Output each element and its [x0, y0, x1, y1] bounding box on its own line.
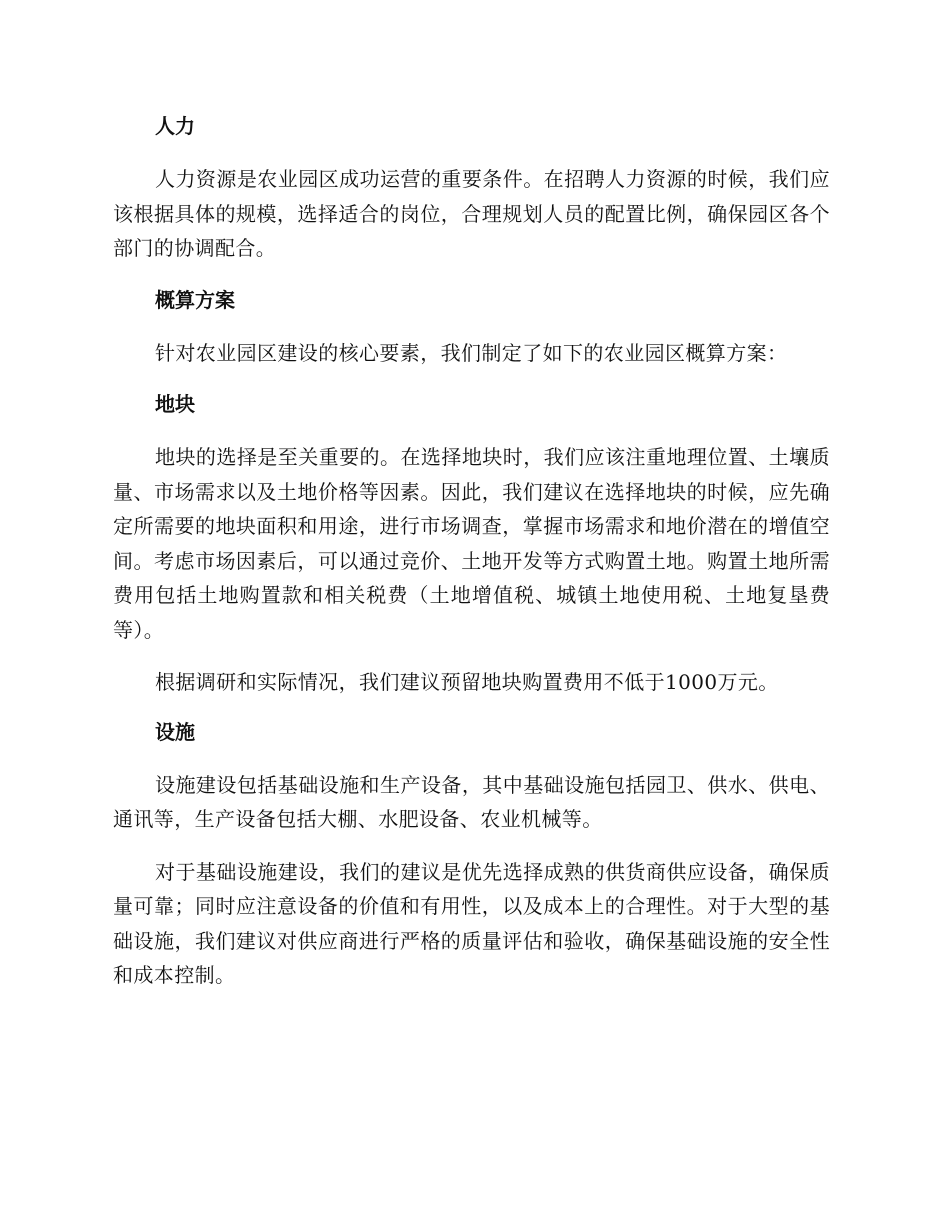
section-heading-facilities: 设施 [155, 719, 195, 744]
section-heading-human-resources: 人力 [155, 114, 195, 138]
paragraph-human-resources: 人力资源是农业园区成功运营的重要条件。在招聘人力资源的时候，我们应该根据具体的规模，选择适合的岗位，合理规划人员的配置比例，确保园区各个部门的协调配合。 [113, 167, 830, 260]
paragraph-budget-plan-intro: 针对农业园区建设的核心要素，我们制定了如下的农业园区概算方案： [155, 340, 788, 365]
paragraph-facilities-recommendation: 对于基础设施建设，我们的建议是优先选择成熟的供货商供应设备，确保质量可靠；同时应注意设备的价值和有用性，以及成本上的合理性。对于大型的基础设施，我们建议对供应商进行严格的质量评估和验收，确保基础设施的安全性和成本控制。 [113, 859, 830, 987]
paragraph-land-budget: 根据调研和实际情况，我们建议预留地块购置费用不低于1000万元。 [155, 670, 779, 694]
section-heading-budget-plan: 概算方案 [155, 287, 235, 312]
paragraph-land-selection: 地块的选择是至关重要的。在选择地块时，我们应该注重地理位置、土壤质量、市场需求以及土地价格等因素。因此，我们建议在选择地块的时候，应先确定所需要的地块面积和用途，进行市场调查，掌握市场需求和地价潜在的增值空间。考虑市场因素后，可以通过竞价、土地开发等方式购置土地。购置土地所需费用包括土地购置款和相关税费（土地增值税、城镇土地使用税、土地复垦费等）。 [113, 445, 830, 642]
section-heading-land: 地块 [155, 392, 195, 416]
paragraph-facilities-overview: 设施建设包括基础设施和生产设备，其中基础设施包括园卫、供水、供电、通讯等，生产设备包括大棚、水肥设备、农业机械等。 [113, 772, 830, 831]
